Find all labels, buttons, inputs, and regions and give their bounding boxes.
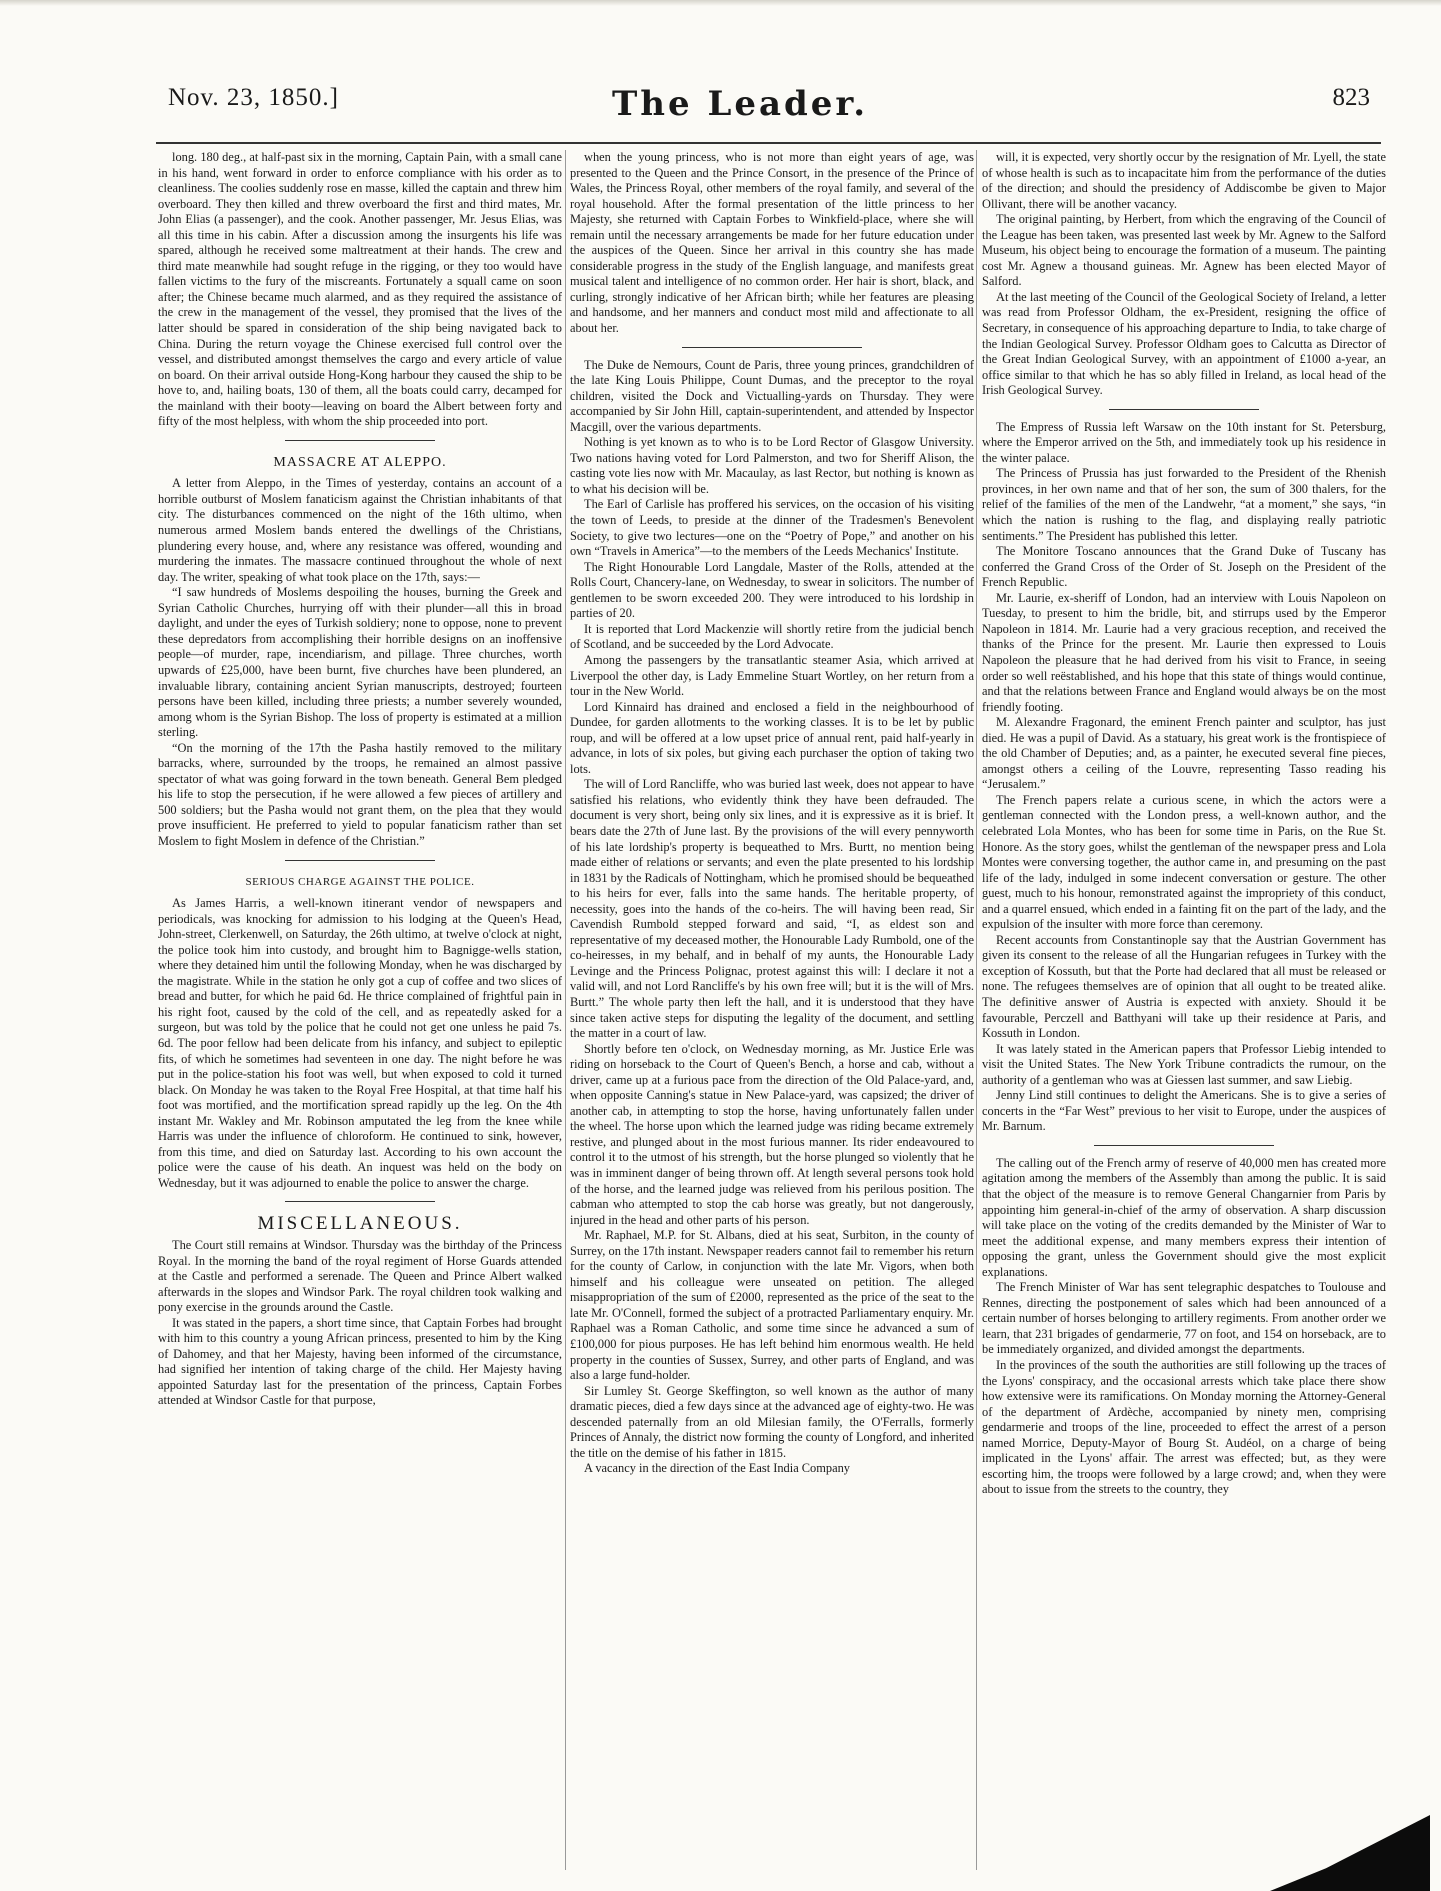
section-divider [285, 1201, 435, 1202]
article-paragraph: At the last meeting of the Council of the Geological Society of Ireland, a letter was read from Professor Oldham, the ex-President, resigning the office of Secretary, in consequence of his approaching departure to India, to take charge of the Indian Geological Survey. Professor Oldham goes to Calcutta as Director of the Great Indian Geological Survey, with an appointment of £1000 a-year, an office similar to that which he has so ably filled in Ireland, as local head of the Irish Geological Survey. [982, 289, 1386, 398]
section-divider [1109, 409, 1259, 410]
page-top-edge [0, 0, 1441, 6]
section-divider [285, 860, 435, 861]
article-paragraph: It was lately stated in the American papers that Professor Liebig intended to visit the United States. The New York Tribune contradicts the rumour, on the authority of a gentleman who was at Giessen last summer, and saw Liebig. [982, 1041, 1386, 1087]
article-paragraph: The Earl of Carlisle has proffered his services, on the occasion of his visiting the town of Leeds, to preside at the dinner of the Tradesmen's Benevolent Society, to give two lectures—one on the “Poetry of Pope,” and another on his own “Travels in America”—to the members of the Leeds Mechanics' Institute. [570, 497, 974, 559]
article-paragraph: The will of Lord Rancliffe, who was buried last week, does not appear to have satisfied his relations, who evidently think they have been defrauded. The document is very short, being only six lines, and it is expressive as it is brief. It bears date the 27th of June last. By the provisions of the will every pennyworth of his late lordship's property is bequeathed to Mrs. Burtt, no mention being made either of relations or servants; and even the plate presented to his lordship in 1831 by the Radicals of Nottingham, which he promised should be bequeathed to his heirs for ever, falls into the same hands. The heritable property, of necessity, goes into the hands of the co-heirs. The will having been read, Sir Cavendish Rumbold stepped forward and said, “I, as eldest son and representative of my deceased mother, the Honourable Lady Rumbold, one of the co-heiresses, in my behalf, and in behalf of my aunts, the Honourable Lady Levinge and the Princess Polignac, protest against this will: I declare it not a valid will, and not Lord Rancliffe's by his own free will; but it is the will of Mrs. Burtt.” The whole party then left the hall, and it is understood that they have since taken active steps for disputing the legality of the document, and settling the matter in a court of law. [570, 777, 974, 1041]
article-paragraph: As James Harris, a well-known itinerant vendor of newspapers and periodicals, was knocking for admission to his lodging at the Queen's Head, John-street, Clerkenwell, on Saturday, the 26th ultimo, at twelve o'clock at night, the police took him into custody, and brought him to Bagnigge-wells station, where they detained him until the following Monday, when he was discharged by the magistrate. While in the station he only got a cup of coffee and two slices of bread and butter, for which he paid 6d. He thrice complained of frightful pain in his right foot, caused by the cold of the cell, and as repeatedly asked for a surgeon, but was told by the police that he could not get one unless he paid 7s. 6d. The poor fellow had been delicate from his infancy, and subject to epileptic fits, of which he sometimes had seventeen in one day. The night before he was put in the police-station his foot was well, but when exposed to cold it turned black. On Monday he was taken to the Royal Free Hospital, at that time half his foot was mortified, and the mortification spread rapidly up the leg. On the 4th instant Mr. Wakley and Mr. Robinson amputated the leg from the knee while Harris was under the influence of chloroform. He continued to sink, however, from this time, and died on Saturday last. According to his own account the police were the cause of his death. An inquest was held on the body on Wednesday, but it was adjourned to enable the police to answer the charge. [158, 896, 562, 1190]
column-3 [982, 150, 1386, 1880]
article-paragraph: The Princess of Prussia has just forwarded to the President of the Rhenish provinces, in her own name and that of her son, the sum of 300 thalers, for the relief of the families of the men of the Landwehr, “at a moment,” she says, “in which the nation is rushing to the flag, and displaying really patriotic sentiments.” The President has published this letter. [982, 466, 1386, 543]
article-paragraph: The original painting, by Herbert, from which the engraving of the Council of the League has been taken, was presented last week by Mr. Agnew to the Salford Museum, his object being to encourage the formation of a museum. The painting cost Mr. Agnew a thousand guineas. Mr. Agnew has been elected Mayor of Salford. [982, 212, 1386, 289]
article-paragraph: The calling out of the French army of reserve of 40,000 men has created more agitation among the members of the Assembly than among the public. It is said that the object of the measure is to remove General Changarnier from Paris by appointing him general-in-chief of the army of observation. A sharp discussion will take place on the voting of the credits demanded by the Minister of War to meet the additional expense, and many members express their intention of opposing the grant, unless the Government should give the most explicit explanations. [982, 1155, 1386, 1279]
header-rule [156, 142, 1381, 144]
quoted-paragraph: “I saw hundreds of Moslems despoiling the houses, burning the Greek and Syrian Catholic Churches, hurrying off with their plunder—all this in broad daylight, and under the eyes of Turkish soldiery; none to oppose, none to prevent these depredators from accomplishing their horrible designs on an inoffensive people—of murder, rape, incendiarism, and pillage. Three churches, worth upwards of £25,000, have been burnt, five churches have been plundered, an invaluable library, containing ancient Syrian manuscripts, destroyed; fourteen persons have been killed, including three priests; a number severely wounded, among whom is the Syrian Bishop. The loss of property is estimated at a million sterling. [158, 585, 562, 740]
section-divider [285, 440, 435, 441]
article-paragraph: Recent accounts from Constantinople say that the Austrian Government has given its consent to the release of all the Hungarian refugees in Turkey with the exception of Kossuth, but that the Porte had declared that all must be released or none. The refugees themselves are of opinion that all ought to be treated alike. The definitive answer of Austria is expected with anxiety. Should it be favourable, Perczell and Batthyani will take up their residence at Paris, and Kossuth in London. [982, 932, 1386, 1041]
column-separator [565, 150, 566, 1870]
page-number: 823 [1332, 84, 1370, 111]
article-paragraph: A letter from Aleppo, in the Times of yesterday, contains an account of a horrible outburst of Moslem fanaticism against the Christian inhabitants of that city. The disturbances commenced on the night of the 16th ultimo, when numerous armed Moslem bands entered the dwellings of the Christians, plundering every house, and, where any resistance was offered, wounding and murdering the inmates. The massacre continued throughout the whole of next day. The writer, speaking of what took place on the 17th, says:— [158, 476, 562, 584]
column-2 [570, 150, 974, 1880]
article-paragraph: long. 180 deg., at half-past six in the morning, Captain Pain, with a small cane in his hand, went forward in order to enforce compliance with his order as to cleanliness. The coolies suddenly rose en masse, killed the captain and threw him overboard. They then killed and threw overboard the first and third mates, Mr. John Elias (a passenger), and the cook. Another passenger, Mr. Jesus Elias, was all this time in his cabin. After a discussion among the insurgents his life was spared, although he received some maltreatment at their hands. The crew and third mate meanwhile had sought refuge in the rigging, or they too would have fallen victims to the fury of the miscreants. Fortunately a squall came on soon after; the Chinese became much alarmed, and as they required the assistance of the crew in the management of the vessel, they promised that the lives of the latter should be spared in consideration of the ship being navigated back to China. During the return voyage the Chinese exercised full control over the vessel, and distributed amongst themselves the cargo and every article of value on board. On their arrival outside Hong-Kong harbour they caused the ship to be hove to, and, hailing boats, 130 of them, all the boats could carry, decamped for the mainland with their booty—leaving on board the Albert between forty and fifty of the most helpless, with whom the ship proceeded into port. [158, 150, 562, 429]
masthead-title: The Leader. [611, 84, 869, 124]
article-paragraph: It was stated in the papers, a short time since, that Captain Forbes had brought with him to this country a young African princess, presented to him by the King of Dahomey, and that her Majesty, having been informed of the circumstance, had signified her intention of taking charge of the child. Her Majesty having appointed Saturday last for the presentation of the princess, Captain Forbes attended at Windsor Castle for that purpose, [158, 1315, 562, 1408]
article-paragraph: Nothing is yet known as to who is to be Lord Rector of Glasgow University. Two nations having voted for Lord Palmerston, and two for Sheriff Alison, the casting vote lies now with Mr. Macaulay, as last Rector, but nothing is known as to what his decision will be. [570, 435, 974, 496]
article-paragraph: Mr. Raphael, M.P. for St. Albans, died at his seat, Surbiton, in the county of Surrey, on the 17th instant. Newspaper readers cannot fail to remember his return for the county of Carlow, in conjunction with the late Mr. Vigors, when both himself and his colleague were unseated on petition. The alleged misappropriation of the sum of £2000, represented as the price of the seat to the late Mr. O'Connell, formed the subject of a protracted Parliamentary enquiry. Mr. Raphael was a Roman Catholic, and some time since he advanced a sum of £100,000 for pious purposes. He has left behind him enormous wealth. He held property in the counties of Sussex, Surrey, and other parts of England, and was also a large fund-holder. [570, 1228, 974, 1383]
article-paragraph: The French Minister of War has sent telegraphic despatches to Toulouse and Rennes, directing the postponement of sales which had been announced of a certain number of horses belonging to artillery regiments. From another order we learn, that 231 brigades of gendarmerie, 77 on foot, and 154 on horseback, are to be immediately organized, and divided amongst the departments. [982, 1280, 1386, 1357]
article-paragraph: A vacancy in the direction of the East India Company [584, 1461, 850, 1476]
article-paragraph: The Monitore Toscano announces that the Grand Duke of Tuscany has conferred the Grand Cross of the Order of St. Joseph on the President of the French Republic. [982, 544, 1386, 590]
column-1 [158, 150, 562, 1880]
article-paragraph: The French papers relate a curious scene, in which the actors were a gentleman connected with the London press, a well-known author, and the celebrated Lola Montes, who has been for some time in Paris, on the Rue St. Honore. As the story goes, whilst the gentleman of the newspaper press and Lola Montes were conversing together, the author came in, and presuming on the past life of the lady, indulged in some indecent conversation or gesture. The other guest, much to his honour, remonstrated against the impropriety of this conduct, and a quarrel ensued, which ended in a fainting fit on the part of the lady, and the expulsion of the insulter with more force than ceremony. [982, 792, 1386, 932]
article-paragraph: will, it is expected, very shortly occur by the resignation of Mr. Lyell, the state of whose health is such as to incapacitate him from the performance of the duties of the direction; and should the presidency of Addiscombe be given to Major Ollivant, there will be another vacancy. [982, 150, 1386, 211]
section-divider [1094, 1145, 1274, 1146]
heading-miscellaneous: MISCELLANEOUS. [257, 1213, 463, 1235]
article-paragraph: In the provinces of the south the authorities are still following up the traces of the Lyons' conspiracy, and the occasional arrests which take place there show how extensive were its ramifications. On Monday morning the Attorney-General of the department of Ardèche, accompanied by ninety men, comprising gendarmerie and troops of the line, proceeded to effect the arrest of a person named Morrice, Deputy-Mayor of Bourg St. Audéol, on a charge of being implicated in the Lyons' affair. The arrest was effected; but, as they were escorting him, the troops were followed by a large crowd; and, when they were about to issue from the streets to the country, they [982, 1358, 1386, 1497]
issue-date: Nov. 23, 1850.] [168, 84, 340, 111]
article-paragraph: Jenny Lind still continues to delight the Americans. She is to give a series of concerts in the “Far West” previous to her visit to Europe, under the auspices of Mr. Barnum. [982, 1088, 1386, 1134]
section-divider [682, 347, 862, 348]
article-paragraph: Lord Kinnaird has drained and enclosed a field in the neighbourhood of Dundee, for garden allotments to the working classes. It is to be let by public roup, and will be offered at a low upset price of annual rent, paid half-yearly in advance, in lots of six poles, but giving each purchaser the option of taking two lots. [570, 699, 974, 776]
heading-charge-against-police: SERIOUS CHARGE AGAINST THE POLICE. [245, 875, 475, 888]
article-paragraph: It is reported that Lord Mackenzie will shortly retire from the judicial bench of Scotland, and be succeeded by the Lord Advocate. [570, 621, 974, 652]
article-paragraph: The Court still remains at Windsor. Thursday was the birthday of the Princess Royal. In the morning the band of the royal regiment of Horse Guards attended at the Castle and performed a serenade. The Queen and Prince Albert walked afterwards in the slopes and Windsor Park. The royal children took walking and pony exercise in the grounds around the Castle. [158, 1238, 562, 1315]
article-paragraph: Among the passengers by the transatlantic steamer Asia, which arrived at Liverpool the other day, is Lady Emmeline Stuart Wortley, on her return from a tour in the New World. [570, 652, 974, 699]
article-paragraph: Sir Lumley St. George Skeffington, so well known as the author of many dramatic pieces, died a few days since at the advanced age of eighty-two. He was descended paternally from an old Milesian family, the O'Ferralls, formerly Princes of Annaly, the district now forming the county of Longford, and inherited the title on the demise of his father in 1815. [570, 1383, 974, 1460]
article-paragraph: M. Alexandre Fragonard, the eminent French painter and sculptor, has just died. He was a pupil of David. As a statuary, his great work is the frontispiece of the old Chamber of Deputies; and, as a painter, he executed several fine pieces, amongst others a ceiling of the Louvre, representing Tasso reading his “Jerusalem.” [982, 715, 1386, 792]
column-separator [976, 150, 977, 1870]
article-paragraph: The Right Honourable Lord Langdale, Master of the Rolls, attended at the Rolls Court, Chancery-lane, on Wednesday, to swear in solicitors. The number of gentlemen to be sworn exceeded 200. They were introduced to his lordship in parties of 20. [570, 559, 974, 621]
article-paragraph: The Empress of Russia left Warsaw on the 10th instant for St. Petersburg, where the Emperor arrived on the 5th, and immediately took up his residence in the winter palace. [982, 419, 1386, 465]
heading-massacre-at-aleppo: MASSACRE AT ALEPPO. [273, 454, 447, 470]
article-paragraph: Mr. Laurie, ex-sheriff of London, had an interview with Louis Napoleon on Tuesday, to present to him the bridle, bit, and stirrups used by the Emperor Napoleon in 1814. Mr. Laurie had a very gracious reception, and received the thanks of the Prince for the present. Mr. Laurie then expressed to Louis Napoleon the pleasure that he had derived from his visit to France, in seeing order so well reëstablished, and his hope that this state of things would continue, and that the relations between France and England would always be on the most friendly footing. [982, 590, 1386, 714]
quoted-paragraph: “On the morning of the 17th the Pasha hastily removed to the military barracks, where, surrounded by the troops, he remained an almost passive spectator of what was going forward in the town beneath. General Bem pledged his life to stop the persecution, if he were allowed a few pieces of artillery and 500 soldiers; but the Pasha would not grant them, on the plea that they would prove insufficient. He preferred to yield to popular fanaticism rather than set Moslem to fight Moslem in defence of the Christian.” [158, 740, 562, 848]
article-paragraph: when the young princess, who is not more than eight years of age, was presented to the Queen and the Prince Consort, in the presence of the Prince of Wales, the Princess Royal, other members of the royal family, and several of the royal household. After the formal presentation of the little princess to her Majesty, she returned with Captain Forbes to Winkfield-place, where she will remain until the necessary arrangements be made for her future education under the auspices of the Queen. Since her arrival in this country she has made considerable progress in the study of the English language, and manifests great musical talent and intelligence of no common order. Her hair is short, black, and curling, strongly indicative of her African birth; while her features are pleasing and handsome, and her manners and conduct most mild and affectionate to all about her. [570, 150, 974, 336]
article-paragraph: Shortly before ten o'clock, on Wednesday morning, as Mr. Justice Erle was riding on horseback to the Court of Queen's Bench, a horse and cab, without a driver, came up at a furious pace from the direction of the Old Palace-yard, and, when opposite Canning's statue in New Palace-yard, was capsized; the driver of another cab, in attempting to stop the horse, having unfortunately fallen under the wheel. The horse upon which the learned judge was riding became extremely restive, and plunged about in the most furious manner. Its rider endeavoured to control it to the utmost of his strength, but the horse plunged so violently that he was in imminent danger of being thrown off. At length several persons took hold of the horse, and the learned judge was relieved from his perilous position. The cabman who attempted to stop the cab horse was greatly, but not dangerously, injured in the head and other parts of his person. [570, 1041, 974, 1227]
article-paragraph: The Duke de Nemours, Count de Paris, three young princes, grandchildren of the late King Louis Philippe, Count Dumas, and the preceptor to the royal children, visited the Dock and Victualling-yards on Thursday. They were accompanied by Sir John Hill, captain-superintendent, and attended by Inspector Macgill, over the various departments. [570, 357, 974, 434]
